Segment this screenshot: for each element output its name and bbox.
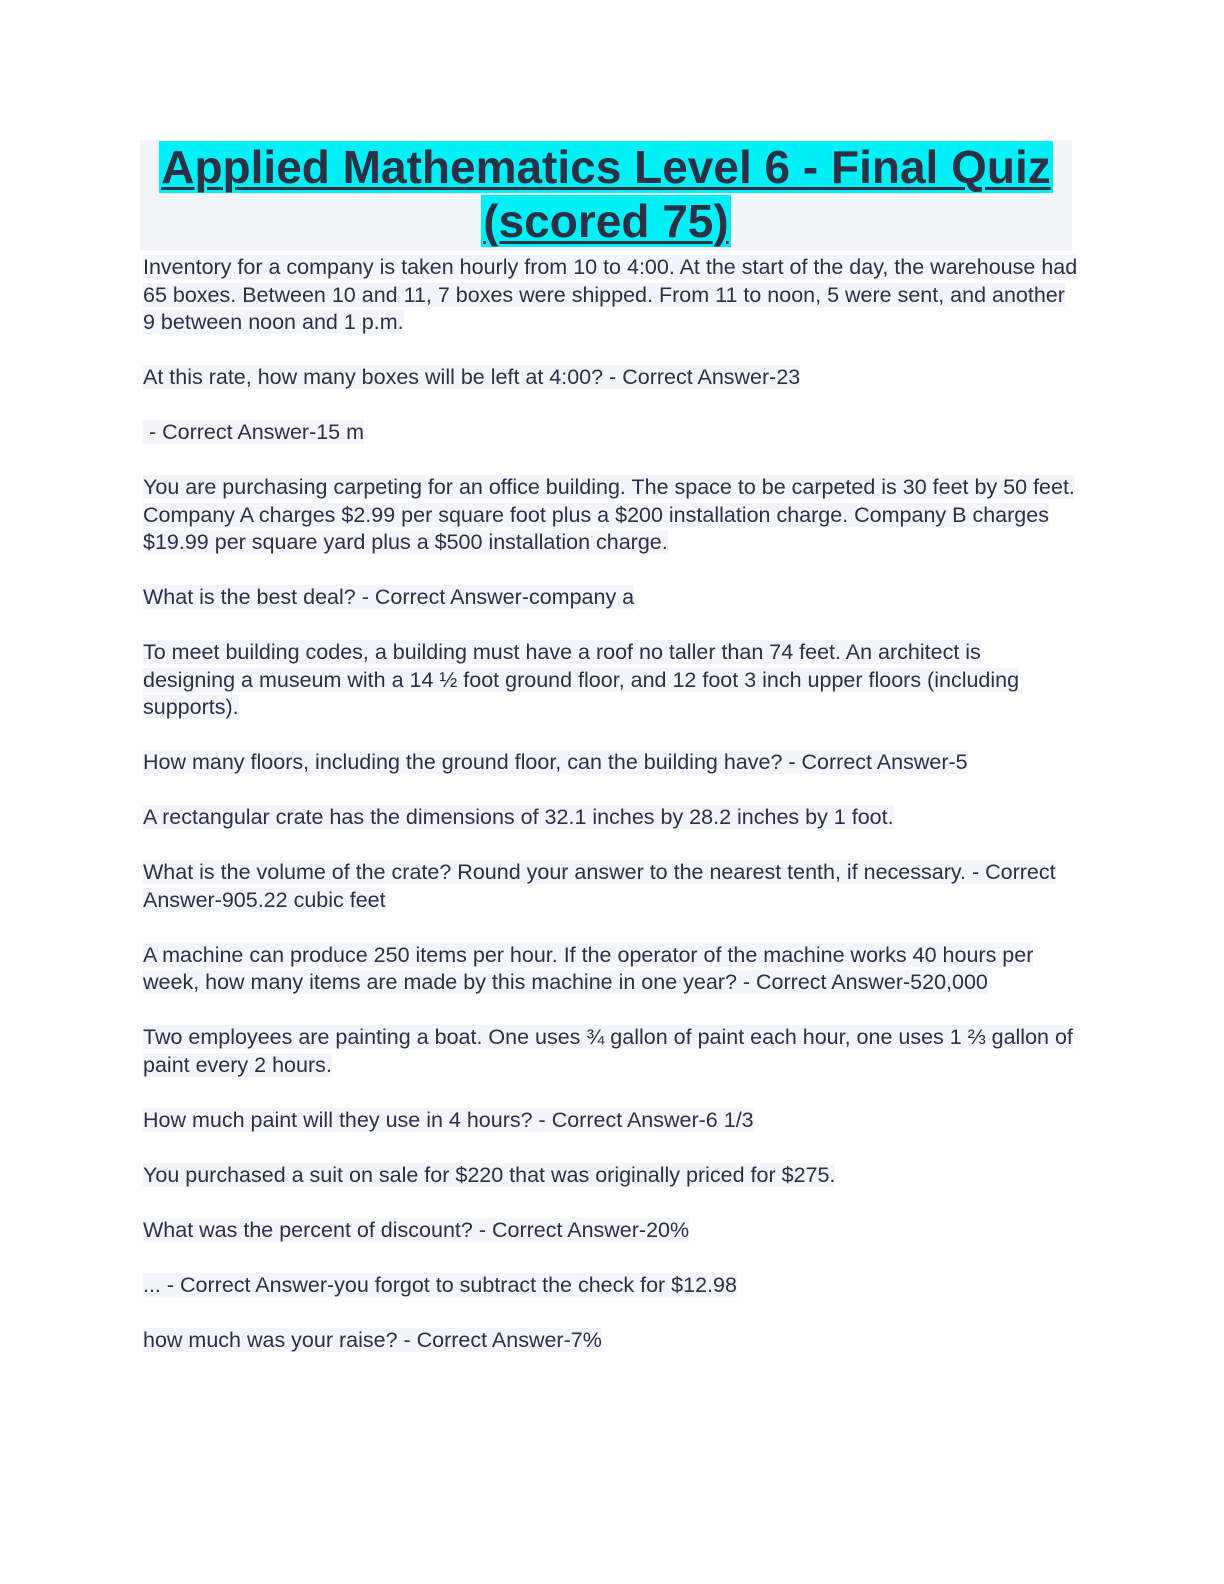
question-suit-intro: You purchased a suit on sale for $220 that was originally priced for $275. xyxy=(143,1162,836,1187)
document-title xyxy=(140,140,1072,251)
question-inventory-answer: At this rate, how many boxes will be left at 4:00? - Correct Answer-23 xyxy=(143,365,801,389)
question-paint-intro: Two employees are painting a boat. One uses ¾ gallon of paint each hour, one uses 1 ⅔ gallon of paint every 2 hours. xyxy=(143,1025,1073,1077)
question-suit-answer: What was the percent of discount? - Correct Answer-20% xyxy=(143,1217,690,1242)
question-check-answer: ... - Correct Answer-you forgot to subtract the check for $12.98 xyxy=(143,1272,737,1297)
question-inventory-intro: Inventory for a company is taken hourly from 10 to 4:00. At the start of the day, the warehouse had 65 boxes. Between 10 and 11, 7 boxes were shipped. From 11 to noon, 5 were sent, and another 9 between noon and 1 p.m. xyxy=(143,255,1078,334)
question-paint-answer: How much paint will they use in 4 hours? - Correct Answer-6 1/3 xyxy=(143,1107,754,1132)
question-building-intro: To meet building codes, a building must have a roof no taller than 74 feet. An architect is designing a museum with a 14 ½ foot ground floor, and 12 foot 3 inch upper floors (including supports). xyxy=(143,640,1020,719)
question-machine: A machine can produce 250 items per hour. If the operator of the machine works 40 hours per week, how many items are made by this machine in one year? - Correct Answer-520,000 xyxy=(143,942,1034,994)
question-carpet-answer: What is the best deal? - Correct Answer-company a xyxy=(143,585,635,609)
title-line-1: Applied Mathematics Level 6 - Final Quiz xyxy=(161,141,1051,193)
question-crate-intro: A rectangular crate has the dimensions of 32.1 inches by 28.2 inches by 1 foot. xyxy=(143,805,894,829)
title-line-2: (scored 75) xyxy=(483,195,729,247)
question-building-answer: How many floors, including the ground floor, can the building have? - Correct Answer-5 xyxy=(143,750,968,774)
question-crate-answer: What is the volume of the crate? Round your answer to the nearest tenth, if necessary. - Correct Answer-905.22 cubic feet xyxy=(143,860,1056,912)
question-blank-answer: - Correct Answer-15 m xyxy=(143,420,365,444)
document-body xyxy=(143,254,1078,1382)
question-raise-answer: how much was your raise? - Correct Answer-7% xyxy=(143,1327,602,1352)
question-carpet-intro: You are purchasing carpeting for an office building. The space to be carpeted is 30 feet by 50 feet. Company A charges $2.99 per square foot plus a $200 installation charge. Company B charges $19.99 per square yard plus a $500 installation charge. xyxy=(143,475,1075,554)
